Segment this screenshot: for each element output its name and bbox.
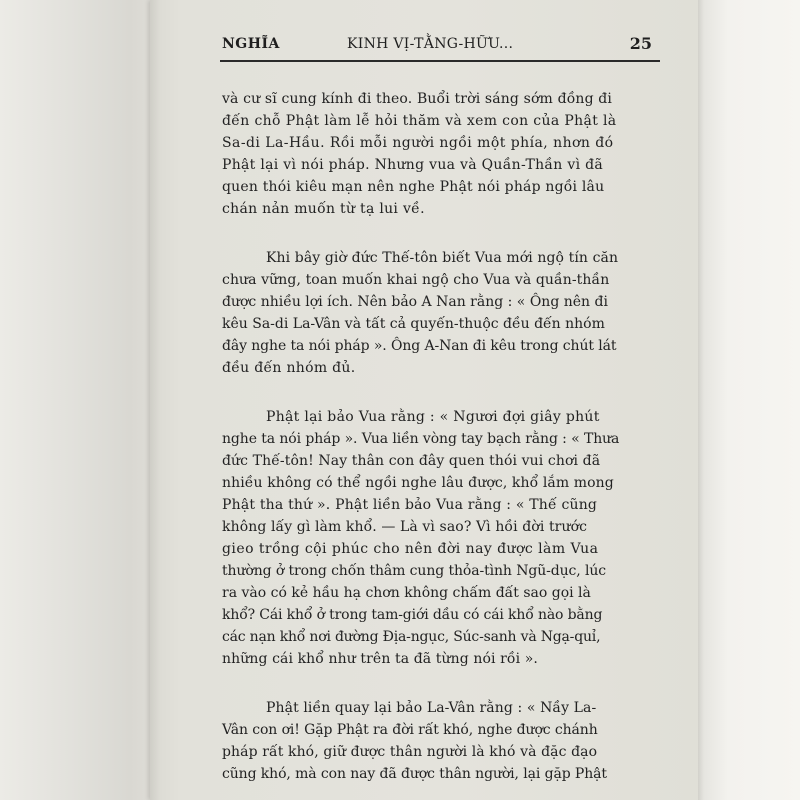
facing-page bbox=[0, 0, 150, 800]
text-line: ra vào có kẻ hầu hạ chơn không chấm đất sao gọi là bbox=[222, 585, 591, 601]
header-rule bbox=[220, 60, 660, 62]
text-line: thường ở trong chốn thâm cung thỏa-tình Ngũ-dục, lúc bbox=[222, 563, 607, 579]
text-line: Phật tha thứ ». Phật liền bảo Vua rằng : « Thế cũng bbox=[222, 497, 598, 513]
text-line: pháp rất khó, giữ được thân người là khó và đặc đạo bbox=[222, 744, 598, 760]
text-line: gieo trồng cội phúc cho nên đời nay được làm Vua bbox=[222, 541, 599, 557]
text-line: kêu Sa-di La-Vân và tất cả quyến-thuộc đều đến nhóm bbox=[222, 316, 605, 332]
text-line: được nhiều lợi ích. Nên bảo A Nan rằng : « Ông nên đi bbox=[222, 294, 608, 310]
text-line: các nạn khổ nơi đường Địa-ngục, Súc-sanh và Ngạ-quỉ, bbox=[222, 629, 601, 645]
text-line: quen thói kiêu mạn nên nghe Phật nói pháp ngồi lâu bbox=[222, 179, 605, 195]
running-head-title: KINH VỊ-TẰNG-HỮU... bbox=[347, 36, 514, 52]
text-line: đức Thế-tôn! Nay thân con đây quen thói vui chơi đã bbox=[222, 453, 601, 469]
text-line: những cái khổ như trên ta đã từng nói rồi ». bbox=[222, 651, 538, 667]
paragraph-3 bbox=[222, 406, 662, 670]
page-number: 25 bbox=[629, 34, 652, 53]
text-line: nhiều không có thể ngồi nghe lâu được, khổ lắm mong bbox=[222, 475, 614, 491]
paragraph-4 bbox=[222, 697, 662, 785]
text-line: và cư sĩ cung kính đi theo. Buổi trời sáng sớm đồng đi bbox=[222, 91, 613, 107]
text-line: chán nản muốn từ tạ lui về. bbox=[222, 201, 425, 217]
running-head bbox=[222, 36, 662, 56]
text-line: nghe ta nói pháp ». Vua liền vòng tay bạch rằng : « Thưa bbox=[222, 431, 620, 447]
body-text bbox=[222, 88, 662, 785]
running-head-left: NGHĨA bbox=[222, 36, 280, 52]
text-line: Sa-di La-Hầu. Rồi mỗi người ngồi một phía, nhơn đó bbox=[222, 135, 614, 151]
text-line: Phật lại bảo Vua rằng : « Ngươi đợi giây phút bbox=[266, 409, 600, 425]
text-line: khổ? Cái khổ ở trong tam-giới dầu có cái khổ nào bằng bbox=[222, 607, 603, 623]
text-line: Khi bây giờ đức Thế-tôn biết Vua mới ngộ tín căn bbox=[266, 250, 619, 266]
text-line: đây nghe ta nói pháp ». Ông A-Nan đi kêu trong chút lát bbox=[222, 338, 617, 354]
paragraph-2 bbox=[222, 247, 662, 379]
text-line: đều đến nhóm đủ. bbox=[222, 360, 356, 376]
text-line: không lấy gì làm khổ. — Là vì sao? Vì hồi đời trước bbox=[222, 519, 588, 535]
text-line: Vân con ơi! Gặp Phật ra đời rất khó, nghe được chánh bbox=[222, 722, 598, 738]
text-line: Phật lại vì nói pháp. Nhưng vua và Quần-Thần vì đã bbox=[222, 157, 604, 173]
text-line: cũng khó, mà con nay đã được thân người, lại gặp Phật bbox=[222, 766, 607, 782]
page-edge bbox=[698, 0, 800, 800]
text-line: Phật liền quay lại bảo La-Vân rằng : « Nầy La- bbox=[266, 700, 597, 716]
paragraph-1 bbox=[222, 88, 662, 220]
text-line: chưa vững, toan muốn khai ngộ cho Vua và quần-thần bbox=[222, 272, 610, 288]
text-line: đến chỗ Phật làm lễ hỏi thăm và xem con của Phật là bbox=[222, 113, 617, 129]
